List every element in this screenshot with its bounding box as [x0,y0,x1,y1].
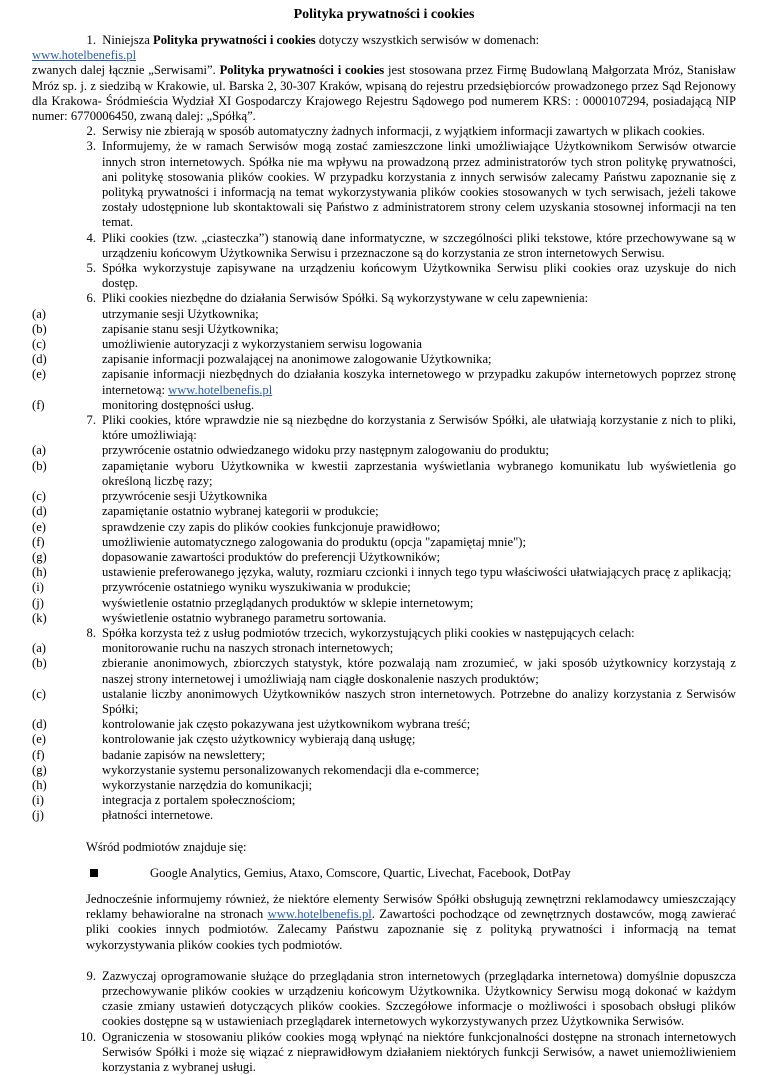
paragraph-number: 6. [86,291,96,306]
text: zwanych dalej łącznie „Serwisami”. [32,63,220,78]
paragraph-2 [32,124,736,139]
item-letter: (c) [32,686,46,701]
item-text: przywrócenie ostatnio odwiedzanego widoku przy następnym zalogowaniu do produktu; [102,443,549,458]
paragraph-text: Spółka wykorzystuje zapisywane na urządzeniu końcowym Użytkownika Serwisu pliki cookies oraz uzyskuje do nich dostęp. [102,261,736,291]
paragraph-text: Serwisy nie zbierają w sposób automatyczny żadnych informacji, z wyjątkiem informacji zawartych w plikach cookies. [102,124,705,139]
paragraph-text: Spółka korzysta też z usług podmiotów trzecich, wykorzystujących pliki cookies w następujących celach: [102,625,635,640]
paragraph-text: Informujemy, że w ramach Serwisów mogą zostać zamieszczone linki umożliwiające Użytkownikom Serwisów otwarcie innych stron internetowych. Spółka nie ma wpływu na prowadzoną przez administratorów tych stron politykę prywatności, ani politykę stosowania plików cookies. W przypadku korzystania z innych serwisów zalecamy Państwu zapoznanie się z polityką prywatności i informacją na temat wykorzystywania plików cookies stosowanych w tych serwisach, jeżeli takowe zostały udostępnione lub skontaktowali się Państwo z administratorem strony celem uzyskania stosownej informacji na ten temat. [102,139,736,230]
item-letter: (a) [32,641,46,656]
paragraph-number: 5. [86,261,96,276]
item-letter: (i) [32,580,44,595]
paragraph-3 [32,139,736,230]
item-letter: (e) [32,732,46,747]
paragraph-text: Ograniczenia w stosowaniu plików cookies mogą wpłynąć na niektóre funkcjonalności dostępne na stronach internetowych Serwisów Spółki i może się wiązać z nieprawidłowym działaniem niektórych funkcji Serwisów, a nawet uniemożliwieniem korzystania z wybranej usługi. [102,1029,736,1074]
item-text: kontrolowanie jak często użytkownicy wybierają daną usługę; [102,732,416,747]
item-text: dopasowanie zawartości produktów do preferencji Użytkowników; [102,549,441,564]
item-text: monitorowanie ruchu na naszych stronach internetowych; [102,641,394,656]
item-text: zapamiętanie wyboru Użytkownika w kwestii zaprzestania wyświetlania wybranego komunikatu lub wyświetlenia go określoną liczbę razy; [102,458,736,488]
list-item [32,641,736,656]
paragraph-text: Zazwyczaj oprogramowanie służące do przeglądania stron internetowych (przeglądarka internetowa) domyślnie dopuszcza przechowywanie plików cookies w urządzeniu końcowym Użytkownika. Użytkownicy Serwisu mogą dokonać w każdym czasie zmiany ustawień dotyczących plików cookies. Szczegółowe informacje o możliwości i sposobach obsługi plików cookies dostępne są w ustawieniach przeglądarek internetowych wykorzystywanych przez Użytkownika Serwisów. [102,968,736,1029]
list-item [32,565,736,580]
paragraph-5 [32,261,736,291]
paragraph-9 [32,969,736,1030]
item-letter: (i) [32,793,44,808]
list-item [32,459,736,489]
paragraph-number: 2. [86,124,96,139]
paragraph-7 [32,413,736,443]
list-item [32,793,736,808]
list-item [32,717,736,732]
paragraph-number: 7. [86,413,96,428]
item-letter: (a) [32,443,46,458]
item-letter: (j) [32,808,44,823]
text: . Zawartości pochodzące od zewnętrznych dostawców, mogą zawierać pliki cookies innych podmiotów. Zalecamy Państwu zapoznanie się z polityką prywatności i informacją na temat wykorzystywania plików cookies tych podmiotów. [86,907,736,952]
square-bullet-icon [90,869,98,877]
text: Jednocześnie informujemy również, że niektóre elementy Serwisów Spółki obsługują zewnętrzni reklamodawcy umieszczający reklamy behawioralne na stronach [86,891,736,922]
item-text: monitoring dostępności usług. [102,397,255,412]
item-letter: (c) [32,489,46,504]
paragraph-number: 1. [86,33,96,47]
bold-text: Polityka prywatności i cookies [153,33,316,47]
list-6 [32,307,736,368]
paragraph-number: 4. [86,230,96,245]
list-item [32,763,736,778]
item-text: kontrolowanie jak często pokazywana jest użytkownikom wybrana treść; [102,717,471,732]
list-item [32,611,736,626]
list-item [32,307,736,322]
list-item [32,778,736,793]
text: Niniejsza [102,33,154,47]
item-letter: (e) [32,519,46,534]
paragraph-4 [32,231,736,261]
list-item [32,580,736,595]
item-text: przywrócenie sesji Użytkownika [102,489,268,504]
item-letter: (f) [32,534,45,549]
list-item [32,550,736,565]
list-item [32,535,736,550]
item-letter: (d) [32,717,47,732]
item-letter: (b) [32,321,47,336]
item-text: ustawienie preferowanego języka, waluty, rozmiaru czcionki i innych tego typu właściwości ułatwiających pracę z aplikacją; [102,565,732,580]
text: dotyczy wszystkich serwisów w domenach: [315,33,540,47]
item-letter: (k) [32,610,47,625]
item-text: ustalanie liczby anonimowych Użytkowników naszych stron internetowych. Potrzebne do analizy korzystania z Serwisów Spółki; [102,686,736,716]
paragraph-text: Pliki cookies (tzw. „ciasteczka”) stanowią dane informatyczne, w szczególności pliki tekstowe, które przechowywane są w urządzeniu końcowym Użytkownika Serwisu i przeznaczone są do korzystania ze stron internetowych Serwisu. [102,230,736,260]
list-item [32,443,736,458]
item-letter: (h) [32,777,47,792]
list-item [32,596,736,611]
paragraph-6 [32,291,736,306]
paragraph-text: Pliki cookies, które wprawdzie nie są niezbędne do korzystania z Serwisów Spółki, ale ułatwiają korzystanie z nich to pliki, które umożliwiają: [102,413,736,443]
item-letter: (g) [32,549,47,564]
item-letter: (a) [32,306,46,321]
hotelbenefis-link[interactable]: www.hotelbenefis.pl [168,382,273,397]
list-7 [32,443,736,625]
item-text: płatności internetowe. [102,808,214,823]
paragraph-number: 8. [86,625,96,640]
item-text: umożliwienie autoryzacji z wykorzystaniem serwisu logowania [102,337,422,352]
entities-bullet [32,866,736,881]
item-letter: (f) [32,397,45,412]
item-letter: (f) [32,747,45,762]
list-item [32,367,736,397]
list-item [32,504,736,519]
item-letter: (j) [32,595,44,610]
entities-intro: Wśród podmiotów znajduje się: [86,839,247,854]
item-text: integracja z portalem społecznościom; [102,793,296,808]
hotelbenefis-link[interactable]: www.hotelbenefis.pl [32,48,137,63]
item-letter: (d) [32,504,47,519]
item-letter: (b) [32,458,47,473]
list-item [32,337,736,352]
item-letter: (d) [32,352,47,367]
item-text: zbieranie anonimowych, zbiorczych statystyk, które pozwalają nam zrozumieć, w jaki sposób użytkownicy korzystają z naszej strony internetowej i umożliwiają nam ciągłe doskonalenie naszych produktów; [102,656,736,686]
paragraph-10 [32,1030,736,1075]
list-item [32,748,736,763]
text: jest stosowana przez Firmę Budowlaną Małgorzata Mróz, Stanisław Mróz sp. j. z siedzibą w Krakowie, ul. Barska 2, 30-307 Kraków, wpisaną do rejestru przedsiębiorców prowadzonego przez Sąd Rejonowy dla Krakowa- Śródmieścia Wydział XI Gospodarczy Krajowego Rejestru Sądowego pod numerem KRS: : 0000107294, posiadającą NIP numer: 6770006450, zwaną dalej: „Spółką”. [32,63,736,124]
entities-list: Google Analytics, Gemius, Ataxo, Comscore, Quartic, Livechat, Facebook, DotPay [150,865,571,880]
item-letter: (b) [32,656,47,671]
item-text: zapisanie informacji niezbędnych do działania koszyka internetowego w przypadku zakupów internetowych poprzez stronę internetową: [102,367,736,397]
paragraph-number: 3. [86,139,96,154]
bold-text: Polityka prywatności i cookies [219,63,385,78]
item-letter: (h) [32,565,47,580]
list-item [32,398,736,413]
list-item [32,322,736,337]
item-text: badanie zapisów na newslettery; [102,747,266,762]
list-item [32,656,736,686]
document-title: Polityka prywatności i cookies [293,7,475,22]
list-item [32,687,736,717]
list-item [32,732,736,747]
list-item [32,489,736,504]
item-text: wyświetlenie ostatnio przeglądanych produktów w sklepie internetowym; [102,595,474,610]
list-item [32,520,736,535]
hotelbenefis-link[interactable]: www.hotelbenefis.pl [267,907,372,922]
item-text: wyświetlenie ostatnio wybranego parametru sortowania. [102,610,387,625]
item-text: umożliwienie automatycznego zalogowania do produktu (opcja "zapamiętaj mnie"); [102,534,526,549]
paragraph-8 [32,626,736,641]
item-text: przywrócenie ostatniego wyniku wyszukiwania w produkcie; [102,580,411,595]
item-letter: (c) [32,337,46,352]
item-text: wykorzystanie systemu personalizowanych rekomendacji dla e-commerce; [102,762,480,777]
paragraph-number: 10. [80,1029,96,1044]
item-text: utrzymanie sesji Użytkownika; [102,306,259,321]
item-text: zapisanie stanu sesji Użytkownika; [102,321,279,336]
item-text: sprawdzenie czy zapis do plików cookies funkcjonuje prawidłowo; [102,519,441,534]
list-item [32,808,736,823]
list-8 [32,641,736,823]
paragraph-number: 9. [86,968,96,983]
paragraph-text: Pliki cookies niezbędne do działania Serwisów Spółki. Są wykorzystywane w celu zapewnienia: [102,291,589,306]
item-letter: (e) [32,367,46,382]
paragraph-1 [32,33,736,124]
item-letter: (g) [32,762,47,777]
ads-note [32,892,736,953]
item-text: zapamiętanie ostatnio wybranej kategorii w produkcie; [102,504,379,519]
list-item [32,352,736,367]
item-text: wykorzystanie narzędzia do komunikacji; [102,777,313,792]
item-text: zapisanie informacji pozwalającej na anonimowe zalogowanie Użytkownika; [102,352,492,367]
